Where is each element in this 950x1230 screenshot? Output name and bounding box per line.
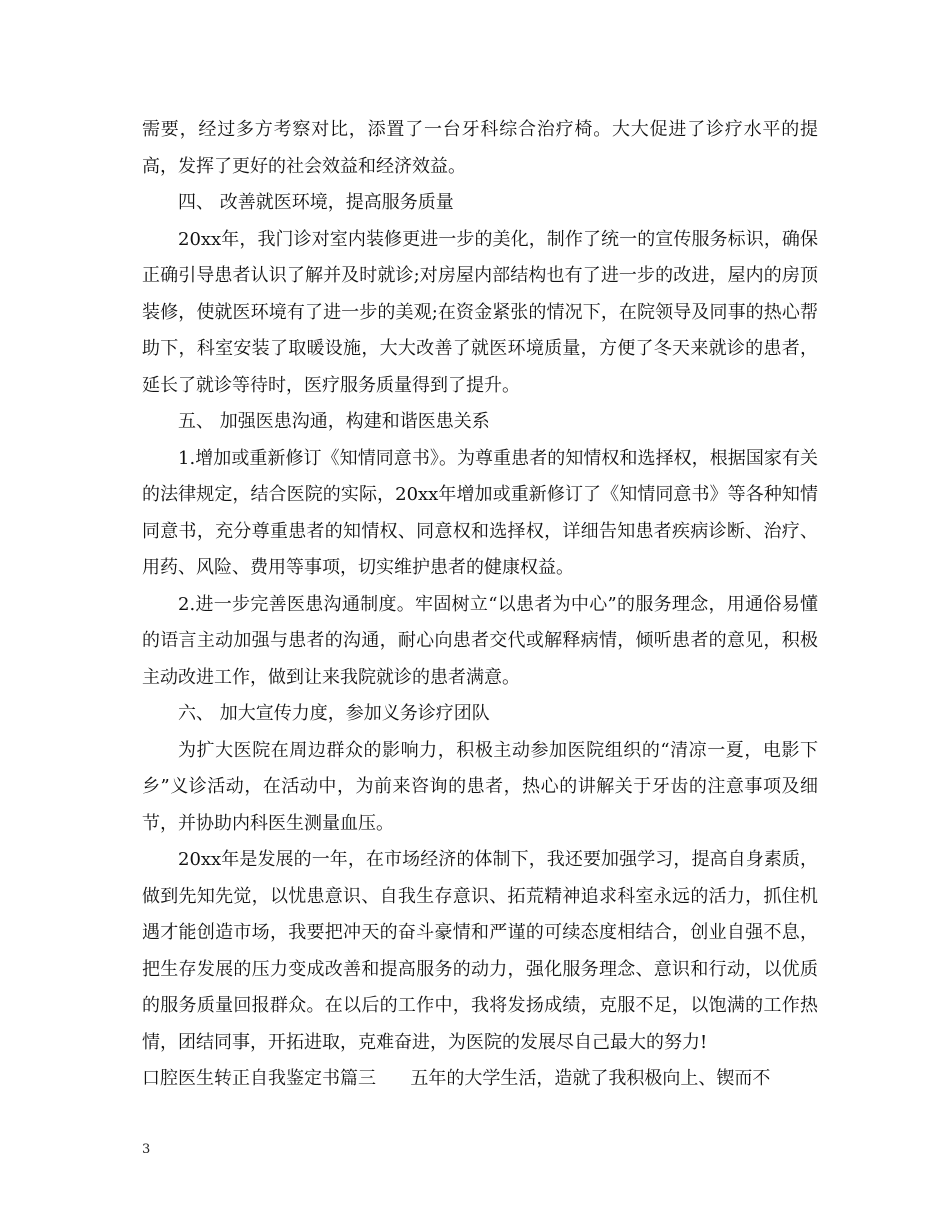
paragraph-summary: 20xx年是发展的一年，在市场经济的体制下，我还要加强学习，提高自身素质，做到先知先觉，以忧患意识、自我生存意识、拓荒精神追求科室永远的活力，抓住机遇才能创造市场，我要把冲天的奋斗豪情和严谨的可续态度相结合，创业自强不息，把生存发展的压力变成改善和提高服务的动力，强化服务理念、意识和行动，以优质的服务质量回报群众。在以后的工作中，我将发扬成绩，克服不足，以饱满的工作热情，团结同事，开拓进取，克难奋进，为医院的发展尽自己最大的努力! — [142, 849, 818, 1053]
section-heading-6: 六、 加大宣传力度，参加义务诊疗团队 — [178, 703, 490, 724]
paragraph-continuation: 需要，经过多方考察对比，添置了一台牙科综合治疗椅。大大促进了诊疗水平的提高，发挥了更好的社会效益和经济效益。 — [142, 119, 818, 177]
section-heading-4: 四、 改善就医环境，提高服务质量 — [178, 192, 454, 213]
page-number: 3 — [142, 1142, 151, 1157]
paragraph-next-article: 口腔医生转正自我鉴定书篇三 五年的大学生活，造就了我积极向上、锲而不 — [142, 1068, 771, 1089]
document-body — [142, 112, 818, 1098]
paragraph-publicity: 为扩大医院在周边群众的影响力，积极主动参加医院组织的“清凉一夏，电影下乡”义诊活动，在活动中，为前来咨询的患者，热心的讲解关于牙齿的注意事项及细节，并协助内科医生测量血压。 — [142, 739, 818, 834]
section-heading-5: 五、 加强医患沟通，构建和谐医患关系 — [178, 411, 490, 432]
paragraph-consent: 1.增加或重新修订《知情同意书》。为尊重患者的知情权和选择权，根据国家有关的法律规定，结合医院的实际，20xx年增加或重新修订了《知情同意书》等各种知情同意书，充分尊重患者的知情权、同意权和选择权，详细告知患者疾病诊断、治疗、用药、风险、费用等事项，切实维护患者的健康权益。 — [142, 447, 818, 578]
paragraph-communication: 2.进一步完善医患沟通制度。牢固树立“以患者为中心”的服务理念，用通俗易懂的语言主动加强与患者的沟通，耐心向患者交代或解释病情，倾听患者的意见，积极主动改进工作，做到让来我院就诊的患者满意。 — [142, 593, 818, 688]
paragraph-environment: 20xx年，我门诊对室内装修更进一步的美化，制作了统一的宣传服务标识，确保正确引导患者认识了解并及时就诊;对房屋内部结构也有了进一步的改进，屋内的房顶装修，使就医环境有了进一步的美观;在资金紧张的情况下，在院领导及同事的热心帮助下，科室安装了取暖设施，大大改善了就医环境质量，方便了冬天来就诊的患者，延长了就诊等待时，医疗服务质量得到了提升。 — [142, 228, 818, 396]
